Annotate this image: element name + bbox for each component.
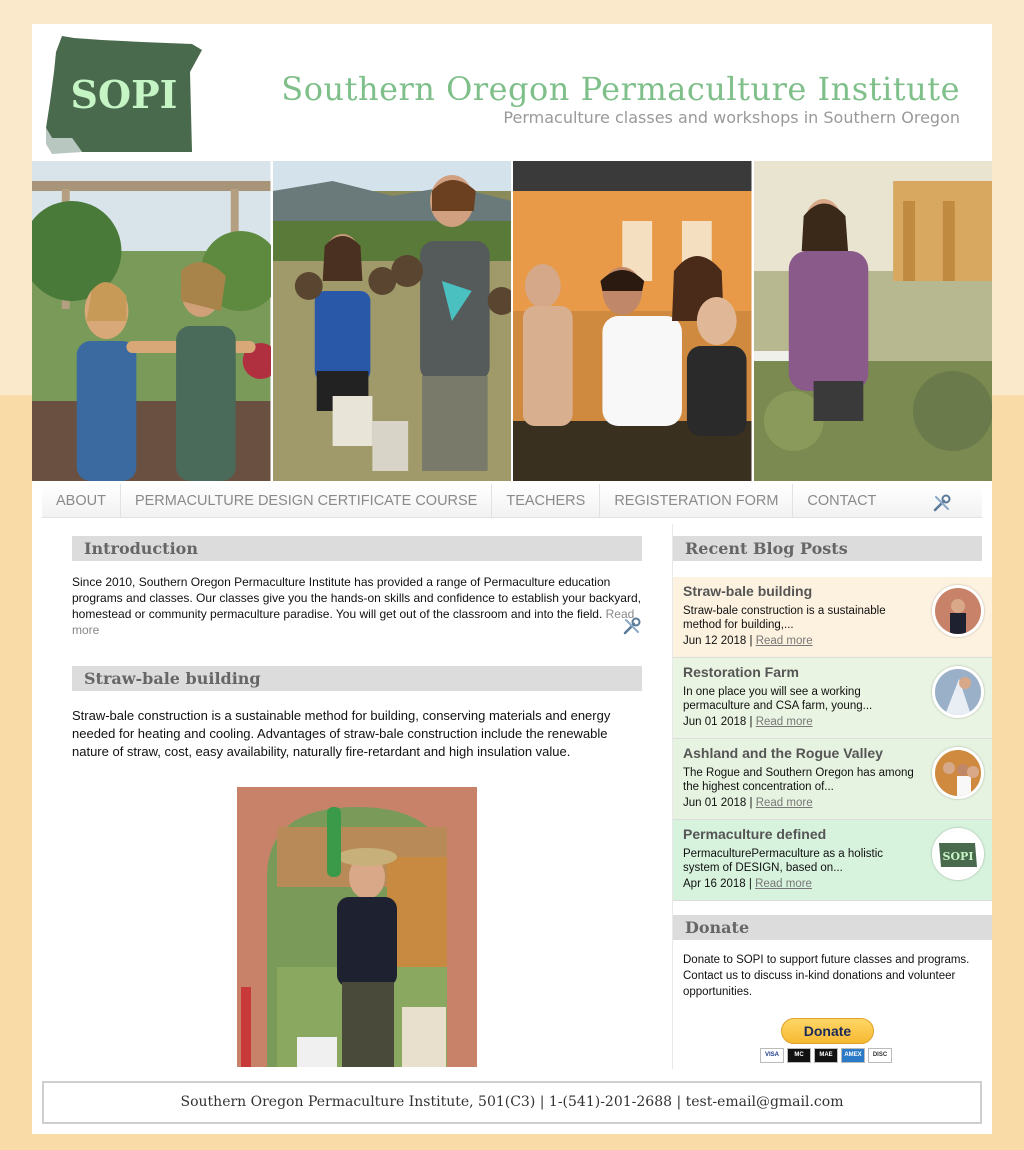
list-item[interactable]	[673, 658, 992, 739]
list-item[interactable]	[673, 577, 992, 658]
nav-item-about[interactable]: ABOUT	[42, 484, 121, 518]
blog-post-meta	[683, 878, 922, 890]
sidebar	[672, 524, 992, 1069]
blog-post-thumbnail[interactable]	[932, 747, 984, 799]
read-more-link[interactable]: Read more	[755, 797, 813, 809]
payment-cards	[760, 1048, 892, 1063]
read-more-link[interactable]: Read more	[755, 716, 813, 728]
blog-post-title[interactable]: Permaculture defined	[683, 826, 827, 842]
blog-post-date: Jun 12 2018	[683, 635, 747, 647]
blog-post-excerpt: PermaculturePermaculture as a holistic system of DESIGN, based on...	[683, 848, 884, 874]
meta-separator: |	[746, 797, 756, 809]
list-item[interactable]	[673, 739, 992, 820]
read-more-link[interactable]: Read more	[755, 878, 812, 890]
blog-post-thumbnail[interactable]	[932, 585, 984, 637]
logo-text: SOPI	[70, 72, 178, 117]
visa-icon: VISA	[760, 1048, 784, 1063]
blog-post-thumbnail[interactable]	[932, 666, 984, 718]
nav-item-registration-form[interactable]: REGISTERATION FORM	[600, 484, 793, 518]
blog-post-date: Jun 01 2018	[683, 716, 747, 728]
read-more-link[interactable]: Read more	[755, 635, 813, 647]
blog-post-title[interactable]: Restoration Farm	[683, 664, 799, 680]
nav-item-contact[interactable]: CONTACT	[807, 492, 877, 509]
article-text: Straw-bale construction is a sustainable method for building, conserving materials and energy needed for heating and cooling. Advantages of straw-bale construction include the renewable nature of straw, cost, easy availability, naturally fire-retardant and high insulation value.	[72, 708, 611, 759]
site-header	[32, 24, 992, 161]
blog-post-title[interactable]: Straw-bale building	[683, 583, 813, 599]
meta-separator: |	[746, 716, 756, 728]
recent-posts-heading: Recent Blog Posts	[673, 536, 982, 561]
intro-body: Since 2010, Southern Oregon Permaculture Institute has provided a range of Permaculture education programs and classes. Our classes give you the hands-on skills and confidence to establish your backyard, homestead or community permaculture paradise. You will get out of the classroom and into the field.	[72, 575, 641, 621]
article-heading[interactable]: Straw-bale building	[72, 666, 642, 691]
site-title[interactable]: Southern Oregon Permaculture Institute	[281, 70, 960, 108]
blog-post-meta	[683, 635, 922, 647]
blog-post-excerpt: The Rogue and Southern Oregon has among the highest concentration of...	[683, 767, 914, 793]
article-photo-straw-bale	[237, 787, 477, 1067]
blog-post-excerpt: In one place you will see a working permaculture and CSA farm, young...	[683, 686, 873, 712]
banner-photo-garden-woman	[754, 161, 993, 481]
tools-icon[interactable]	[622, 616, 642, 636]
main-nav	[42, 484, 982, 518]
donate-button[interactable]: Donate	[781, 1018, 874, 1044]
intro-read-more-link[interactable]: Read more	[72, 607, 635, 637]
banner-photo-garden-pointing	[32, 161, 271, 481]
intro-text	[72, 574, 642, 638]
blog-post-date: Jun 01 2018	[683, 797, 747, 809]
blog-post-thumbnail[interactable]	[932, 828, 984, 880]
site-footer: Southern Oregon Permaculture Institute, 501(C3) | 1-(541)-201-2688 | test-email@gmail.com	[42, 1081, 982, 1124]
donate-text: Donate to SOPI to support future classes and programs. Contact us to discuss in-kind donations and volunteer opportunities.	[683, 954, 970, 998]
nav-item-pdc-course[interactable]: PERMACULTURE DESIGN CERTIFICATE COURSE	[121, 484, 492, 518]
list-item[interactable]	[673, 820, 992, 901]
banner-photo-muddy-hands	[273, 161, 512, 481]
meta-separator: |	[745, 878, 756, 890]
mastercard-icon: MC	[787, 1048, 811, 1063]
site-tagline: Permaculture classes and workshops in Southern Oregon	[503, 108, 960, 127]
intro-heading: Introduction	[72, 536, 642, 561]
blog-post-meta	[683, 797, 922, 809]
blog-post-date: Apr 16 2018	[683, 878, 746, 890]
donate-heading: Donate	[673, 915, 992, 940]
blog-post-excerpt: Straw-bale construction is a sustainable method for building,...	[683, 605, 886, 631]
meta-separator: |	[746, 635, 756, 647]
nav-item-teachers[interactable]: TEACHERS	[492, 484, 600, 518]
amex-icon: AMEX	[841, 1048, 865, 1063]
maestro-icon: MAE	[814, 1048, 838, 1063]
blog-list	[673, 577, 992, 901]
banner-photos	[32, 161, 992, 481]
sopi-logo[interactable]	[42, 32, 208, 156]
blog-post-title[interactable]: Ashland and the Rogue Valley	[683, 745, 883, 761]
tools-icon[interactable]	[932, 493, 952, 513]
discover-icon: DISC	[868, 1048, 892, 1063]
banner-photo-group-soil	[513, 161, 752, 481]
main-content	[72, 536, 642, 1067]
page	[32, 24, 992, 1134]
thumb-logo-text: SOPI	[942, 850, 974, 863]
blog-post-meta	[683, 716, 922, 728]
